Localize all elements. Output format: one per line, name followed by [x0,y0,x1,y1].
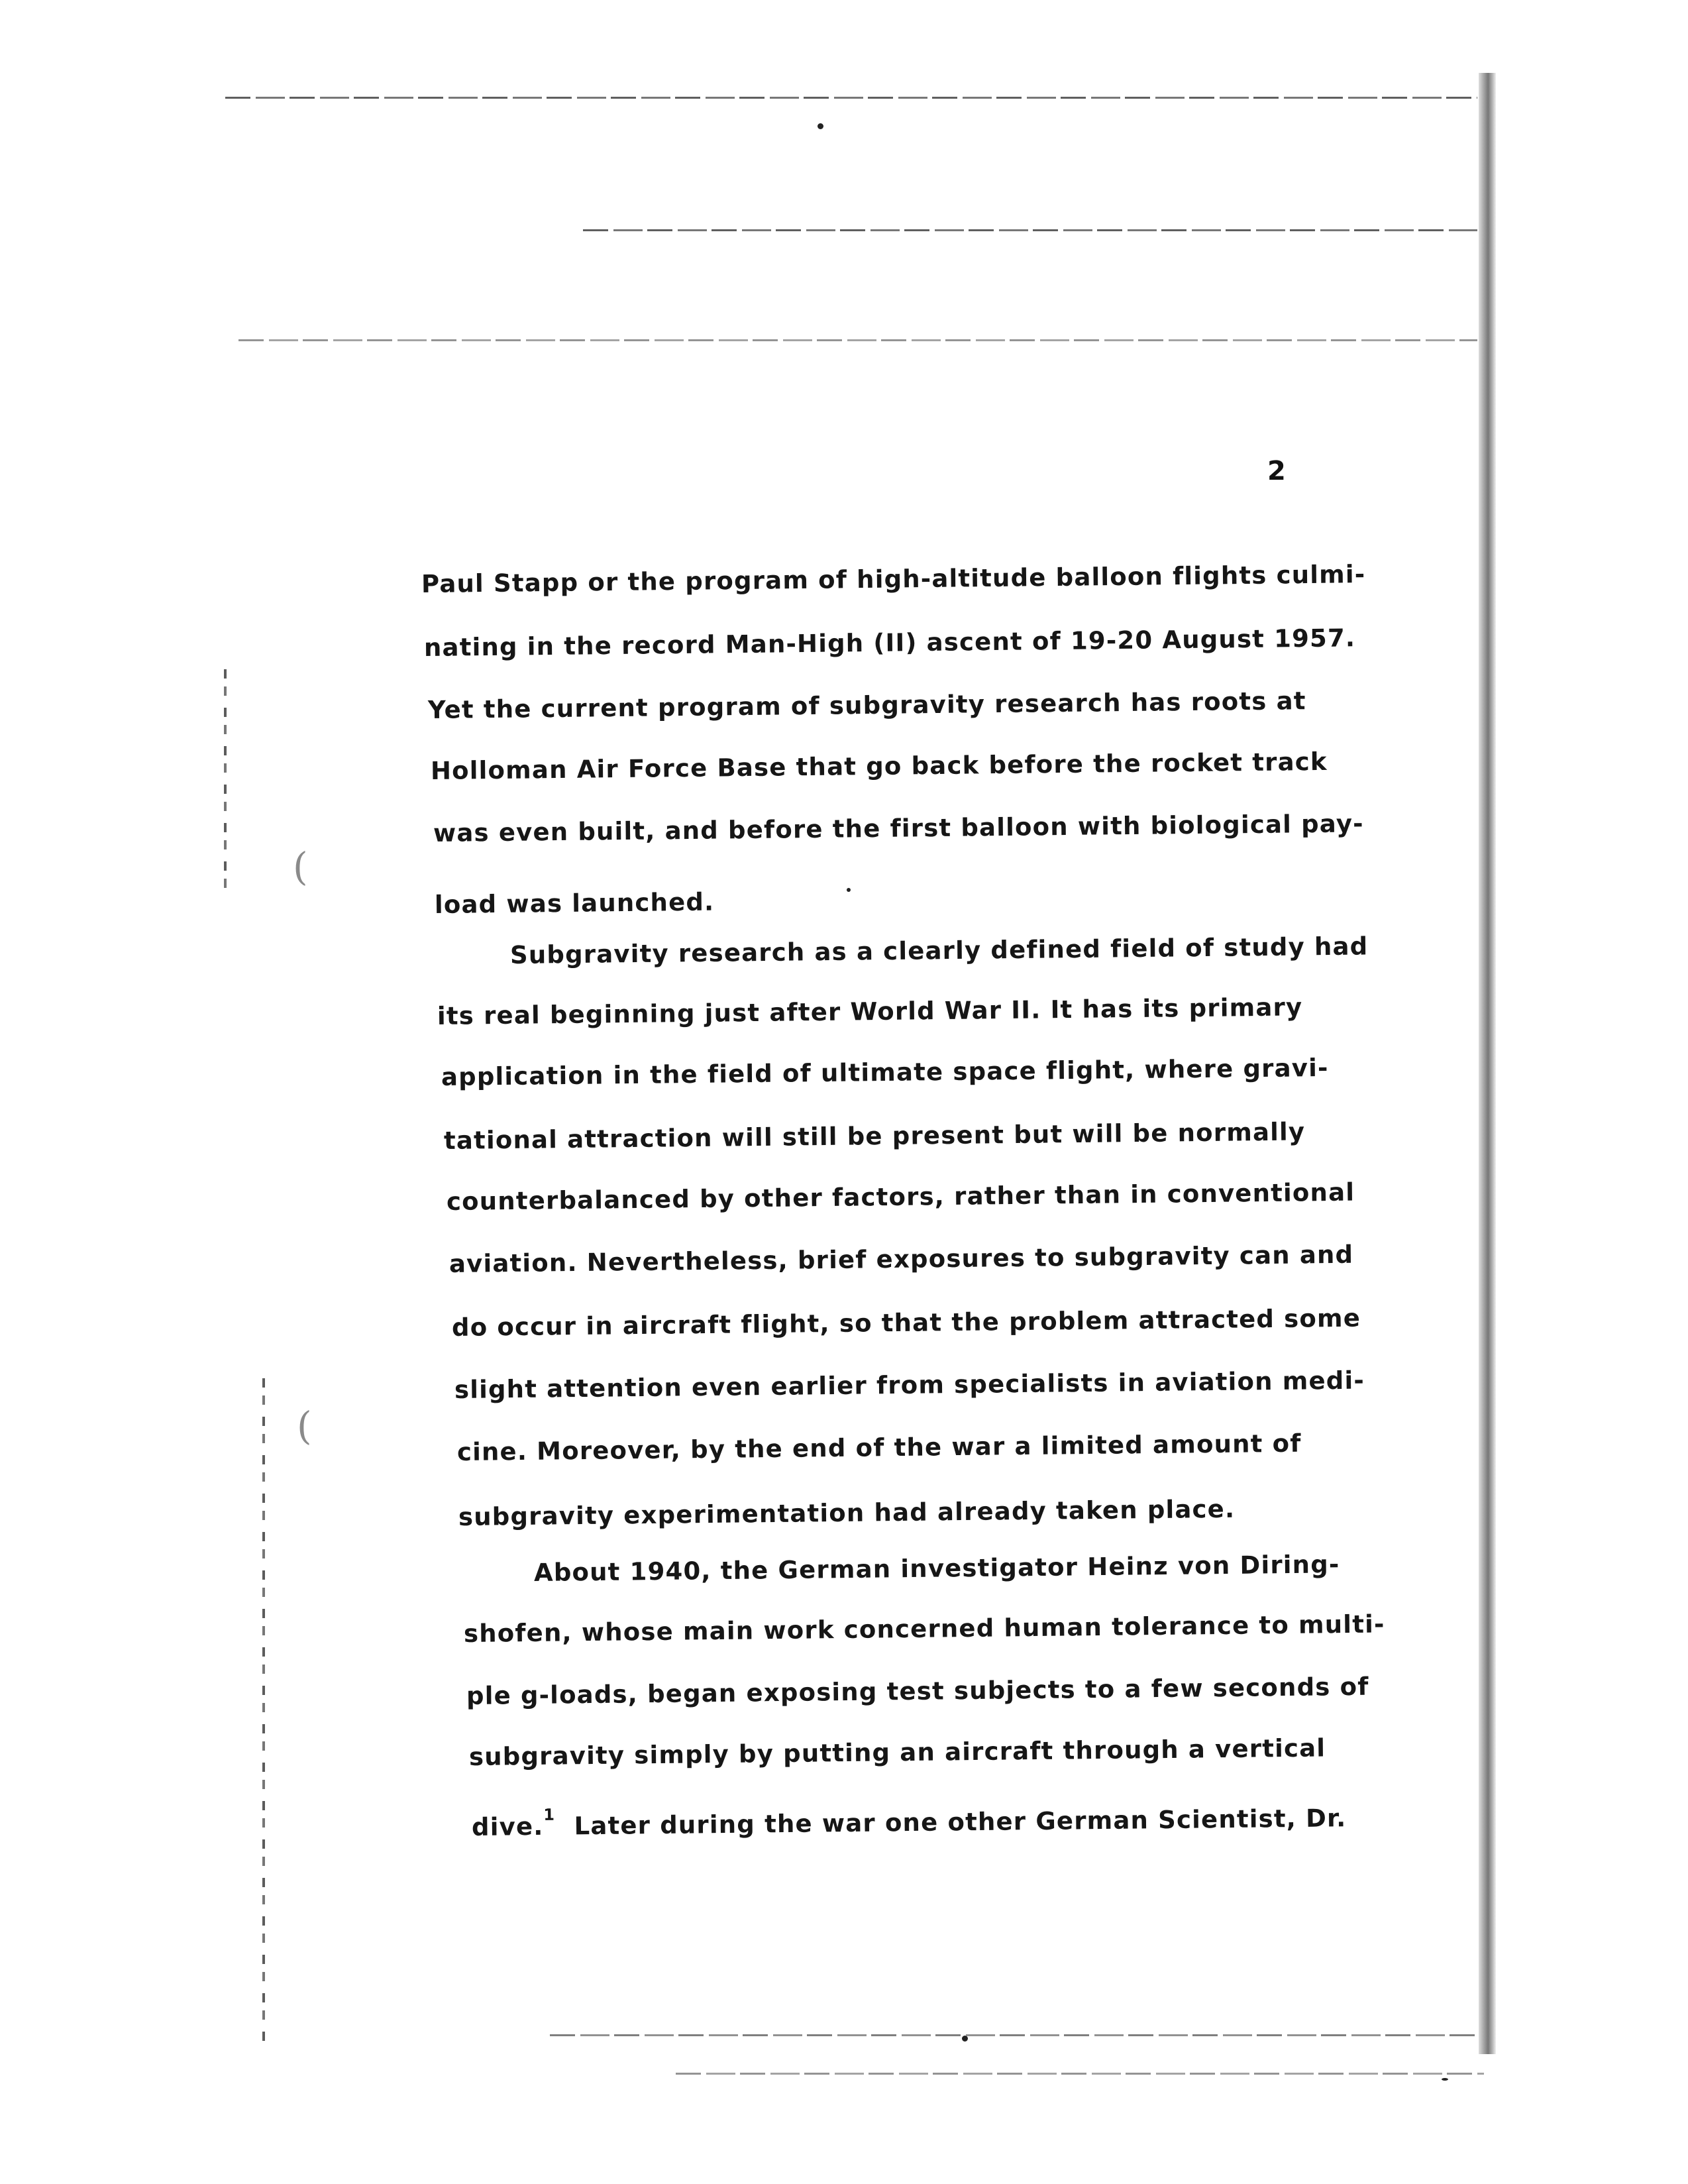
text-line: tational attraction will still be present but will be normally [443,1117,1306,1155]
text-line: do occur in aircraft flight, so that the problem attracted some [451,1303,1361,1342]
text-line-last [472,1797,1347,1841]
text-line: its real beginning just after World War II. It has its primary [437,993,1303,1030]
text-line: Subgravity research as a clearly defined field of study had [509,932,1369,969]
text-line-rest: Later during the war one other German Scientist, Dr. [574,1804,1347,1841]
left-margin-mark: ( [297,1403,312,1448]
text-line: Paul Stapp or the program of high-altitude balloon flights culmi- [421,560,1366,598]
text-line: cine. Moreover, by the end of the war a limited amount of [456,1429,1302,1466]
text-line: was even built, and before the first balloon with biological pay- [433,809,1364,847]
text-line: Yet the current program of subgravity research has roots at [427,686,1306,724]
page-number: 2 [1267,456,1286,486]
left-margin-mark: ( [293,844,308,889]
text-line: shofen, whose main work concerned human tolerance to multi- [463,1610,1385,1648]
text-line-lead: dive. [471,1812,544,1841]
text-line: About 1940, the German investigator Heinz von Diring- [533,1550,1340,1587]
text-line: Holloman Air Force Base that go back before the rocket track [430,747,1328,785]
text-line: subgravity simply by putting an aircraft through a vertical [468,1733,1326,1771]
text-line: counterbalanced by other factors, rather than in conventional [446,1177,1355,1216]
text-line: subgravity experimentation had already taken place. [458,1494,1236,1531]
footnote-marker: 1 [543,1805,556,1824]
text-line: ple g-loads, began exposing test subjects to a few seconds of [466,1672,1369,1710]
text-line: aviation. Nevertheless, brief exposures to subgravity can and [448,1240,1354,1278]
text-line: nating in the record Man-High (II) ascent of 19-20 August 1957. [423,624,1356,662]
text-line: load was launched. [434,887,715,919]
text-line: slight attention even earlier from specialists in aviation medi- [454,1366,1365,1404]
text-line: application in the field of ultimate space flight, where gravi- [441,1053,1329,1091]
